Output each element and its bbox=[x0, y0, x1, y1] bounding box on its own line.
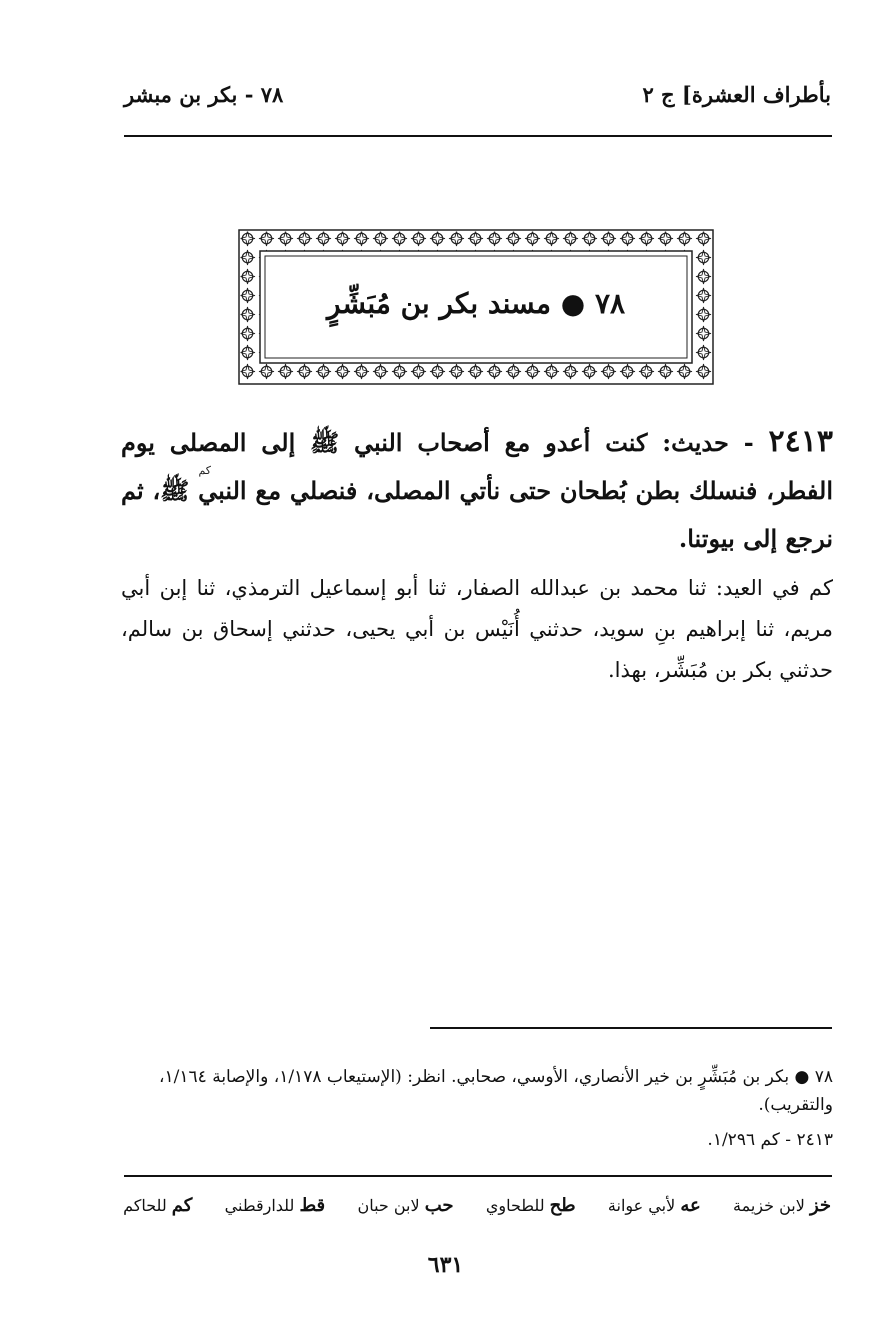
hadith-paragraph bbox=[121, 418, 833, 563]
abbreviation-item bbox=[357, 1191, 453, 1221]
abbreviation-item bbox=[608, 1191, 701, 1221]
hadith-number: ٢٤١٣ bbox=[768, 424, 833, 459]
hadith-text: - حديث: كنت أعدو مع أصحاب النبي ﷺ إلى المصلى يوم الفطر، فنسلك بطن بُطحان حتى نأتي المصلى، فنصلي مع النبي ﷺ، ثم نرجع إلى بيوتنا. bbox=[121, 428, 833, 553]
abbreviation-name: للدارقطني bbox=[224, 1196, 295, 1215]
abbreviation-name: للطحاوي bbox=[485, 1196, 545, 1215]
abbreviation-code: كم bbox=[171, 1195, 193, 1216]
abbreviation-item bbox=[225, 1191, 325, 1221]
abbreviation-name: لابن حبان bbox=[357, 1196, 420, 1215]
abbreviation-code: طح bbox=[549, 1195, 576, 1216]
abbreviation-name: لأبي عوانة bbox=[607, 1196, 676, 1215]
footnote-hadith-source: ٢٤١٣ - كم ١/٢٩٦. bbox=[707, 1130, 833, 1150]
abbreviations-divider bbox=[124, 1175, 832, 1177]
abbreviation-code: قط bbox=[299, 1195, 326, 1216]
chapter-title: ٧٨ ● مسند بكر بن مُبَشِّرٍ bbox=[326, 287, 626, 320]
chapter-title-frame bbox=[238, 229, 714, 385]
abbreviations-key bbox=[123, 1191, 831, 1221]
abbreviation-item bbox=[733, 1191, 831, 1221]
abbreviation-name: لابن خزيمة bbox=[733, 1196, 805, 1215]
abbreviation-item bbox=[123, 1191, 192, 1221]
abbreviation-code: عه bbox=[680, 1195, 701, 1216]
abbreviation-item bbox=[486, 1191, 576, 1221]
footnote-divider bbox=[430, 1027, 832, 1029]
isnad-paragraph: كم في العيد: ثنا محمد بن عبدالله الصفار، ثنا أبو إسماعيل الترمذي، ثنا إبن أبي مريم، ثنا إبراهيم بنِ سويد، حدثني أُنَيْس بن أبي يحيى، حدثني إسحاق بن سالم، حدثني بكر بن مُبَشِّر، بهذا. bbox=[121, 576, 833, 682]
running-header-book: بأطراف العشرة] ج ٢ bbox=[642, 82, 831, 107]
abbreviation-code: خز bbox=[809, 1195, 831, 1216]
running-header-section: ٧٨ - بكر بن مبشر bbox=[124, 82, 284, 107]
header-divider bbox=[124, 135, 832, 137]
hadith-source-note: كم bbox=[198, 464, 211, 477]
page-number: ٦٣١ bbox=[427, 1252, 464, 1278]
abbreviation-code: حب bbox=[424, 1195, 454, 1216]
abbreviation-name: للحاكم bbox=[123, 1196, 167, 1215]
footnote-narrator: ٧٨ ● بكر بن مُبَشِّرٍ بن خير الأنصاري، الأوسي، صحابي. انظر: (الإستيعاب ١/١٧٨، والإصابة ١/١٦٤، والتقريب). bbox=[159, 1067, 833, 1115]
